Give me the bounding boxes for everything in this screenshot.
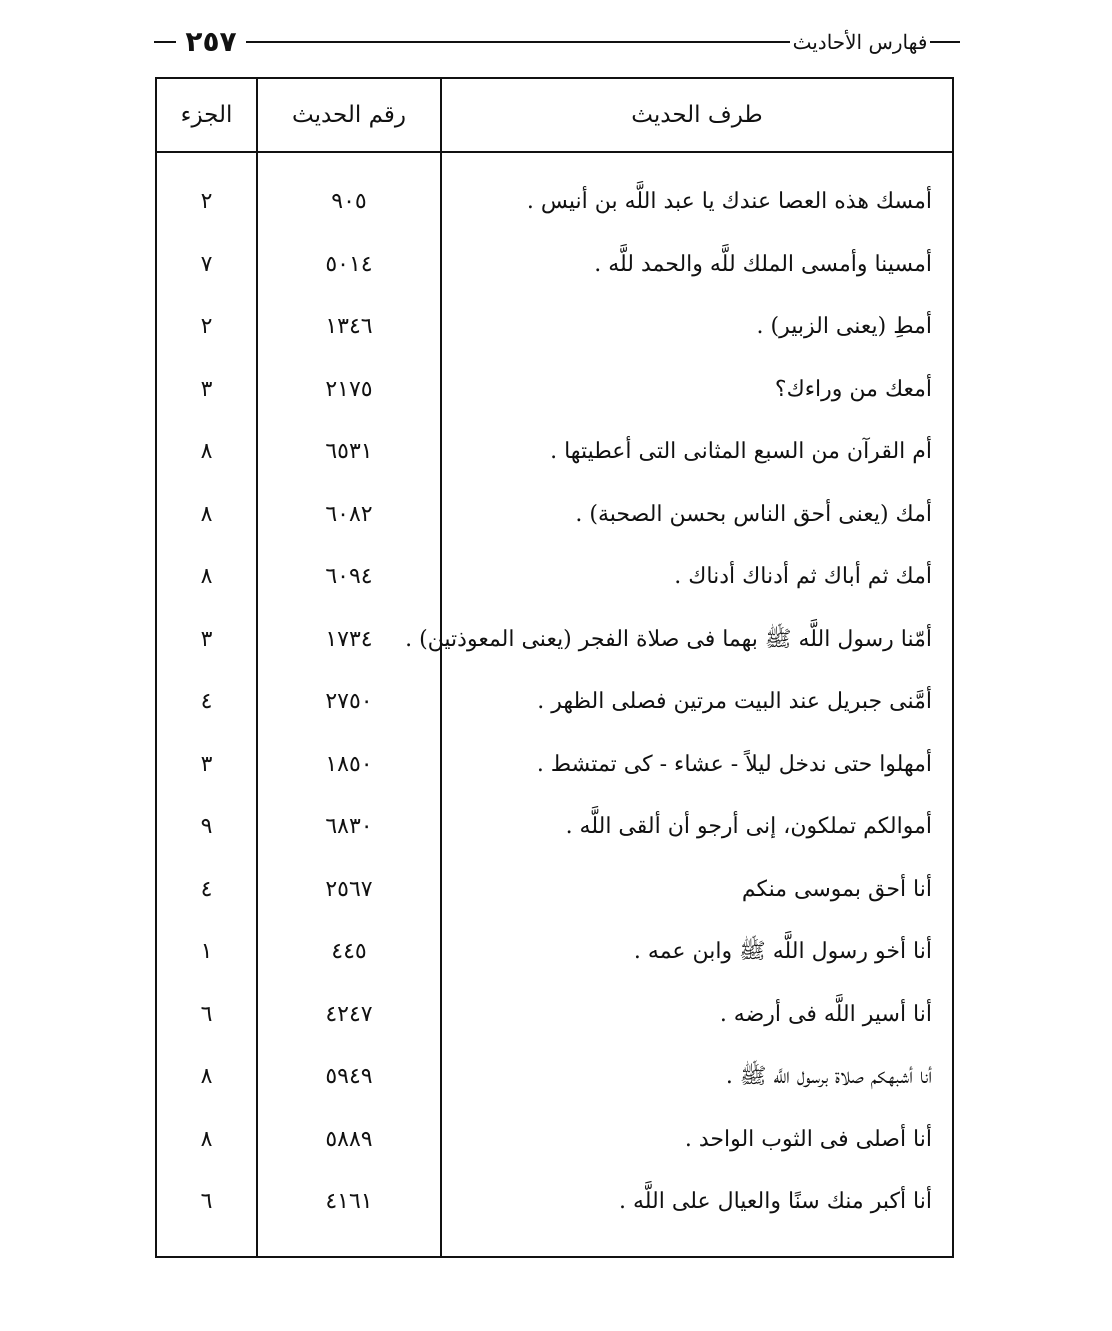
column-header-text: طرف الحديث: [631, 102, 763, 128]
table-row: [157, 921, 952, 984]
table-row: [157, 171, 952, 234]
table-row: [157, 671, 952, 734]
hadith-text-cell: أنا أكبر منك سنًا والعيال على اللَّه .: [618, 1189, 932, 1214]
table-row: [157, 796, 952, 859]
hadith-text-cell: أنا أصلى فى الثوب الواحد .: [684, 1126, 932, 1152]
table-row: [157, 234, 952, 297]
part-cell: ٤: [200, 689, 213, 714]
hadith-text-cell: أنا أحق بموسى منكم: [741, 876, 932, 902]
number-cell: ٤٢٤٧: [325, 1001, 373, 1027]
part-cell: ٢: [200, 189, 213, 214]
part-cell: ١: [200, 939, 213, 964]
number-cell: ٦٠٨٢: [325, 501, 373, 527]
table-row: [157, 359, 952, 422]
hadith-text-cell: أمّنا رسول اللَّه ﷺ بهما فى صلاة الفجر (يعنى المعوذتين) .: [405, 626, 932, 652]
number-cell: ٥٨٨٩: [325, 1126, 373, 1152]
number-cell: ٢١٧٥: [325, 376, 373, 402]
hadith-text-cell: أنا أشبهكم صلاة برسول اللَّه ﷺ .: [725, 1064, 932, 1089]
number-cell: ٢٥٦٧: [325, 876, 373, 902]
number-cell: ٩٠٥: [331, 189, 367, 214]
number-cell: ٦٥٣١: [325, 439, 373, 464]
part-cell: ٩: [200, 814, 213, 839]
column-header-number: رقم الحديث: [291, 102, 407, 128]
table-row: [157, 484, 952, 547]
number-cell: ٤١٦١: [325, 1189, 373, 1214]
hadith-text-cell: أمطِ (يعنى الزبير) .: [756, 314, 932, 339]
number-cell: ٢٧٥٠: [325, 689, 373, 714]
part-cell: ٣: [200, 376, 213, 402]
table-row: [157, 1046, 952, 1109]
column-header-part: الجزء: [180, 102, 233, 128]
number-cell: ٥٩٤٩: [325, 1064, 373, 1089]
header-rule: [154, 41, 176, 43]
table-row: [157, 609, 952, 672]
table-row: [157, 421, 952, 484]
number-cell: ١٣٤٦: [325, 314, 373, 339]
number-cell: ٥٠١٤: [325, 251, 373, 277]
hadith-text-cell: أمهلوا حتى ندخل ليلاً - عشاء - كى تمتشط .: [536, 751, 932, 777]
number-cell: ٦٠٩٤: [325, 564, 373, 589]
part-cell: ٢: [200, 314, 213, 339]
hadith-text-cell: أمسك هذه العصا عندك يا عبد اللَّه بن أنيس .: [526, 189, 932, 214]
number-cell: ٤٤٥: [331, 939, 367, 964]
part-cell: ٣: [200, 626, 213, 652]
hadith-text-cell: أمك (يعنى أحق الناس بحسن الصحبة) .: [575, 501, 932, 527]
table-row: [157, 984, 952, 1047]
table-row: [157, 859, 952, 922]
part-cell: ٨: [200, 439, 213, 464]
header-rule: [930, 41, 960, 43]
hadith-text-cell: أمعك من وراءك؟: [774, 376, 932, 402]
part-cell: ٤: [200, 876, 213, 902]
table-row: [157, 296, 952, 359]
hadith-text-cell: أنا أخو رسول اللَّه ﷺ وابن عمه .: [633, 939, 932, 964]
number-cell: ٦٨٣٠: [325, 814, 373, 839]
part-cell: ٨: [200, 1126, 213, 1152]
table-body: [157, 171, 952, 1234]
header-divider: [157, 151, 952, 153]
hadith-text-cell: أمَّنى جبريل عند البيت مرتين فصلى الظهر .: [537, 689, 932, 714]
part-cell: ٨: [200, 564, 213, 589]
table-header-row: [157, 79, 952, 151]
part-cell: ٧: [200, 251, 213, 277]
hadith-text-cell: أموالكم تملكون، إنى أرجو أن ألقى اللَّه .: [565, 814, 932, 839]
hadith-index-table: [155, 77, 954, 1258]
part-cell: ٣: [200, 751, 213, 777]
table-row: [157, 734, 952, 797]
table-row: [157, 1109, 952, 1172]
part-cell: ٦: [200, 1001, 213, 1027]
hadith-text-cell: أمك ثم أباك ثم أدناك أدناك .: [674, 564, 932, 589]
section-title: فهارس الأحاديث: [790, 22, 930, 62]
number-cell: ١٨٥٠: [325, 751, 373, 777]
table-row: [157, 546, 952, 609]
part-cell: ٨: [200, 501, 213, 527]
number-cell: ١٧٣٤: [325, 626, 373, 652]
table-row: [157, 1171, 952, 1234]
hadith-text-cell: أمسينا وأمسى الملك للَّه والحمد للَّه .: [594, 251, 932, 277]
page-number: ٢٥٧: [185, 25, 237, 58]
running-header: [150, 22, 962, 62]
hadith-text-cell: أم القرآن من السبع المثانى التى أعطيتها .: [550, 439, 932, 464]
part-cell: ٨: [200, 1064, 213, 1089]
part-cell: ٦: [200, 1189, 213, 1214]
hadith-text-cell: أنا أسير اللَّه فى أرضه .: [719, 1001, 932, 1027]
